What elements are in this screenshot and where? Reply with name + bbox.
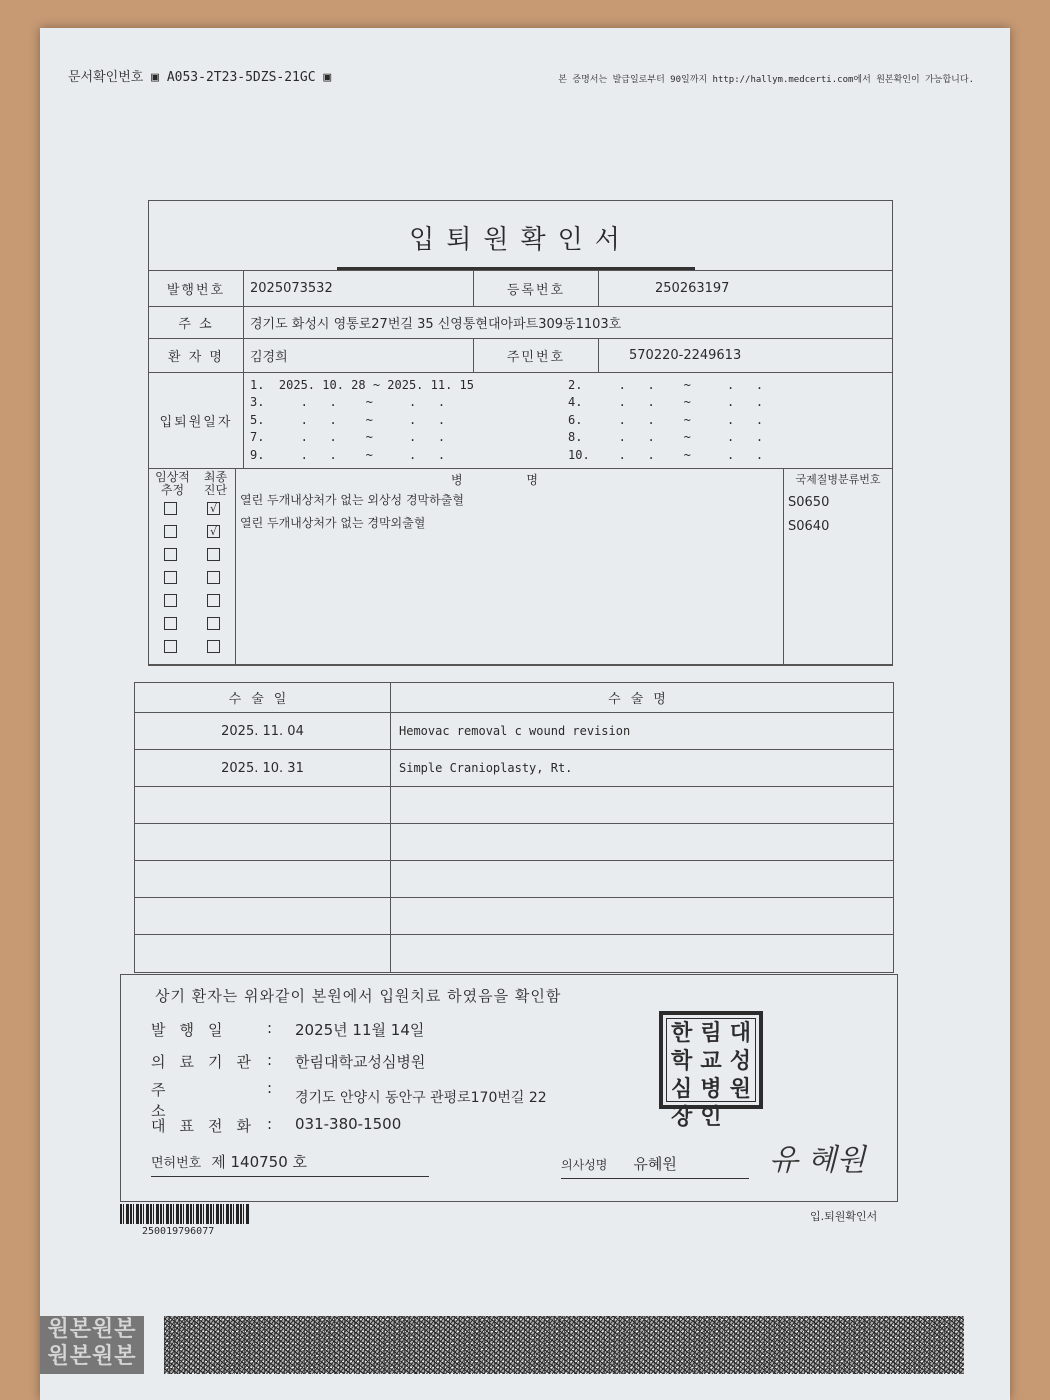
institution-label: 의료기관 — [151, 1053, 265, 1071]
check-row — [149, 497, 235, 520]
final-checkbox — [207, 548, 220, 561]
hospital-seal — [659, 1011, 763, 1130]
phone-value: 031-380-1500 — [295, 1115, 402, 1133]
date-entry: 9. . . ~ . . — [250, 447, 446, 462]
verification-notice: 본 증명서는 발급일로부터 90일까지 http://hallym.medcerti.com에서 원본확인이 가능합니다. — [558, 75, 974, 85]
date-entry: 8. . . ~ . . — [568, 430, 764, 445]
confirmation-section — [120, 974, 898, 1202]
row-dates — [149, 373, 892, 469]
clinical-checkbox — [164, 640, 177, 653]
phone-line — [151, 1115, 401, 1136]
title-row — [149, 201, 892, 271]
seal-character: 성 — [729, 1048, 751, 1074]
date-entry: 4. . . ~ . . — [568, 395, 764, 410]
surgery-date — [135, 935, 391, 972]
institution-line — [151, 1051, 425, 1072]
checks-header — [149, 469, 235, 497]
clinical-checkbox — [164, 594, 177, 607]
final-label: 최종 진단 — [203, 470, 228, 497]
row-issue — [149, 271, 892, 307]
final-checkbox: √ — [207, 525, 220, 538]
document-header — [68, 66, 974, 86]
surgery-row — [135, 750, 893, 787]
disease-name — [236, 604, 783, 627]
final-checkbox — [207, 640, 220, 653]
surgery-date: 2025. 10. 31 — [135, 750, 391, 786]
surgery-name — [391, 861, 893, 897]
colon: : — [267, 1051, 273, 1069]
disease-name — [236, 558, 783, 581]
surgery-header-row — [135, 683, 893, 713]
issue-date-line — [151, 1019, 424, 1040]
seal-character: 원 — [729, 1076, 751, 1102]
seal-character: 림 — [700, 1020, 722, 1046]
original-mark: 원본원본원본원본 — [40, 1316, 144, 1374]
surgery-date — [135, 824, 391, 860]
seal-character: 학 — [671, 1048, 693, 1074]
patient-value: 김경희 — [244, 339, 474, 372]
check-row — [149, 635, 235, 658]
issue-date-value: 2025년 11월 14일 — [295, 1021, 425, 1039]
license-label: 면허번호 — [151, 1156, 202, 1171]
date-entry: 10. . . ~ . . — [568, 447, 764, 462]
confirmation-statement: 상기 환자는 위와같이 본원에서 입원치료 하였음을 확인함 — [155, 987, 562, 1005]
issue-no-label: 발행번호 — [149, 271, 244, 306]
issue-date-label: 발행일 — [151, 1021, 237, 1039]
surgery-row — [135, 861, 893, 898]
icd-header: 국제질병분류번호 — [795, 473, 881, 486]
dates-label: 입퇴원일자 — [149, 373, 244, 468]
document-number: 문서확인번호 ▣ A053-2T23-5DZS-21GC ▣ — [68, 70, 332, 85]
name-rows — [236, 489, 783, 650]
institution-value: 한림대학교성심병원 — [295, 1053, 426, 1071]
doctor-value: 유혜원 — [633, 1155, 677, 1173]
seal-character: 한 — [671, 1020, 693, 1046]
surgery-date — [135, 861, 391, 897]
icd-code: S0640 — [788, 519, 830, 534]
rrn-label: 주민번호 — [474, 339, 599, 372]
disease-name — [236, 535, 783, 558]
surgery-date: 2025. 11. 04 — [135, 713, 391, 749]
hospital-address-label: 주 소 — [151, 1081, 208, 1120]
form-frame — [148, 200, 893, 666]
surgery-name — [391, 935, 893, 972]
seal-character: 교 — [700, 1048, 722, 1074]
barcode-number: 250019796077 — [142, 1226, 215, 1237]
surgery-name: Simple Cranioplasty, Rt. — [399, 761, 573, 775]
license-line — [151, 1151, 429, 1177]
surgery-name: Hemovac removal c wound revision — [399, 724, 631, 738]
seal-character: 인 — [700, 1104, 722, 1130]
row-patient — [149, 339, 892, 373]
colon: : — [267, 1115, 273, 1133]
date-entry: 1. 2025. 10. 28 ~ 2025. 11. 15 — [250, 378, 474, 392]
surgery-row — [135, 787, 893, 824]
check-row — [149, 566, 235, 589]
phone-label: 대표전화 — [151, 1117, 265, 1135]
surgery-name — [391, 898, 893, 934]
colon: : — [267, 1079, 273, 1097]
surgery-row — [135, 898, 893, 935]
license-value: 제 140750 호 — [211, 1153, 308, 1171]
clinical-checkbox — [164, 617, 177, 630]
final-checkbox — [207, 617, 220, 630]
doctor-label: 의사성명 — [561, 1158, 608, 1172]
clinical-checkbox — [164, 571, 177, 584]
check-row — [149, 520, 235, 543]
date-entry: 6. . . ~ . . — [568, 412, 764, 427]
surgery-name — [391, 787, 893, 823]
final-checkbox — [207, 571, 220, 584]
date-entry: 7. . . ~ . . — [250, 430, 446, 445]
seal-character: 장 — [671, 1104, 693, 1130]
surgery-row — [135, 935, 893, 972]
check-row — [149, 589, 235, 612]
final-checkbox — [207, 594, 220, 607]
surgery-row — [135, 824, 893, 861]
surgery-date — [135, 898, 391, 934]
colon: : — [267, 1019, 273, 1037]
disease-header: 병 명 — [451, 473, 568, 487]
row-address — [149, 307, 892, 339]
rrn-value: 570220-2249613 — [629, 348, 742, 363]
form-title: 입퇴원확인서 — [409, 225, 632, 255]
reg-no-label: 등록번호 — [474, 271, 599, 306]
address-value: 경기도 화성시 영통로27번길 35 신영통현대아파트309동1103호 — [250, 317, 622, 332]
date-entry: 2. . . ~ . . — [568, 378, 764, 392]
hospital-address-value: 경기도 안양시 동안구 관평로170번길 22 — [295, 1090, 547, 1106]
doctor-line — [561, 1153, 749, 1179]
barcode — [120, 1204, 250, 1224]
diagnosis-checks — [149, 469, 236, 664]
disease-names — [236, 469, 784, 664]
security-pattern — [164, 1316, 964, 1374]
doctor-signature: 유 혜원 — [769, 1143, 866, 1178]
dates-grid — [244, 373, 892, 468]
clinical-checkbox — [164, 502, 177, 515]
code-rows — [784, 491, 892, 539]
clinical-checkbox — [164, 525, 177, 538]
surgery-table — [134, 682, 894, 973]
icd-codes — [784, 469, 892, 664]
final-checkbox: √ — [207, 502, 220, 515]
surgery-row — [135, 713, 893, 750]
check-row — [149, 612, 235, 635]
patient-label: 환 자 명 — [149, 339, 244, 372]
address-label: 주 소 — [149, 307, 244, 338]
document-page — [40, 28, 1010, 1400]
disease-name: 열린 두개내상처가 없는 경막외출혈 — [240, 516, 426, 530]
reg-no-value: 250263197 — [655, 281, 730, 296]
date-entry: 5. . . ~ . . — [250, 412, 446, 427]
surgery-rows — [135, 713, 893, 972]
icd-code: S0650 — [788, 495, 830, 510]
seal-character: 병 — [700, 1076, 722, 1102]
clinical-checkbox — [164, 548, 177, 561]
surgery-name — [391, 824, 893, 860]
seal-characters — [666, 1018, 756, 1130]
diagnosis-section — [149, 469, 892, 665]
disease-name — [236, 627, 783, 650]
issue-no-value: 2025073532 — [244, 271, 474, 306]
disease-name — [236, 581, 783, 604]
seal-character: 심 — [671, 1076, 693, 1102]
title-underline — [337, 267, 695, 270]
form-footer-label: 입.퇴원확인서 — [810, 1210, 878, 1223]
surgery-name-header: 수술명 — [608, 692, 676, 707]
disease-name: 열린 두개내상처가 없는 외상성 경막하출혈 — [240, 493, 464, 507]
check-rows — [149, 497, 235, 658]
date-entry: 3. . . ~ . . — [250, 395, 446, 410]
check-row — [149, 543, 235, 566]
surgery-date — [135, 787, 391, 823]
clinical-label: 임상적 추정 — [155, 470, 190, 497]
surgery-date-header: 수술일 — [135, 683, 391, 712]
seal-character: 대 — [729, 1020, 751, 1046]
